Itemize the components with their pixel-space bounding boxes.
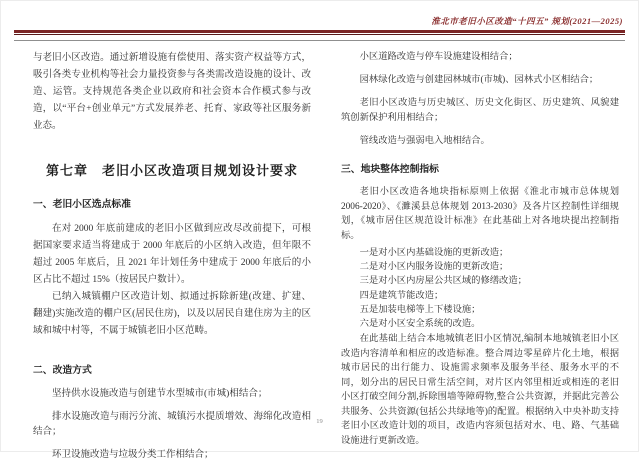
two-column-layout: [33, 50, 619, 471]
paragraph: 在对 2000 年底前建成的老旧小区做到应改尽改前提下，可根据国家要求适当将建成于 2000 年底后的小区纳入改造，但年限不超过 2005 年底后，且 2021 年计划任务中建成于 2000 年底后的小区占比不超过 15%（按居民户数计）。: [33, 224, 311, 285]
section-heading-renovation-methods: 二、改造方式: [33, 365, 92, 376]
list-item: 管线改造与强弱电入地相结合。: [359, 136, 490, 146]
paragraph: 已纳入城镇棚户区改造计划、拟通过拆除新建(改建、扩建、翻建)实施改造的棚户区(居民住房)，以及以居民自建住房为主的区域和城中村等，不属于城镇老旧小区范畴。: [33, 292, 311, 336]
list-item: 园林绿化改造与创建园林城市(市城)、园林式小区相结合；: [359, 75, 599, 85]
numbered-item: 四是建筑节能改造；: [359, 290, 444, 301]
running-header: [431, 15, 623, 27]
list-item: 排水设施改造与雨污分流、城镇污水提质增效、海绵化改造相结合；: [33, 412, 311, 437]
numbered-item: 五是加装电梯等上下楼设施；: [359, 304, 481, 315]
paragraph: 在此基础上结合本地城镇老旧小区情况,编制本地城镇老旧小区改造内容清单和相应的改造标准。整合周边零星碎片化土地，根据城市居民的出行能力、设施需求频率及服务半径、服务水平的不同，划分出的居民日常生活空间，对片区内邻里相近或相连的老旧小区打破空间分割,拆除围墙等障碍物,整合公共资源，并据此完善公共服务、公共资源(包括公共绿地等)的配置。根据纳入中央补助支持老旧小区改造计划的项目，改造内容须包括对水、电、路、气基础设施进行更新改造。: [341, 334, 619, 446]
header-rule-secondary: [14, 40, 625, 41]
section-heading-control-indicators: 三、地块整体控制指标: [341, 164, 439, 175]
running-header-title: 淮北市老旧小区改造“十四五” 规划(2021—2025): [431, 16, 623, 26]
header-rule-primary: [14, 30, 625, 34]
list-item: 坚持供水设施改造与创建节水型城市(市城)相结合；: [52, 389, 268, 399]
list-item: 老旧小区改造与历史城区、历史文化街区、历史建筑、风貌建筑创新保护利用相结合；: [341, 98, 619, 123]
chapter-heading: 第七章 老旧小区改造项目规划设计要求: [45, 163, 298, 178]
numbered-item: 一是对小区内基础设施的更新改造；: [359, 248, 509, 258]
right-column: [341, 50, 619, 471]
section-heading-selection-criteria: 一、老旧小区选点标准: [33, 199, 131, 210]
list-item: 小区道路改造与停车设施建设相结合；: [359, 52, 518, 62]
list-item: 环卫设施改造与垃圾分类工作相结合；: [52, 450, 214, 460]
numbered-item: 六是对小区安全系统的改造。: [359, 319, 481, 330]
paragraph: 老旧小区改造各地块指标原则上依据《淮北市城市总体规划 2006-2020》、《濉溪县总体规划 2013-2030》及各片区控制性详细规划，《城市居住区规范设计标准》在此基础上对各地块提出控制指标。: [341, 187, 619, 241]
left-column: [33, 50, 311, 471]
continuation-paragraph: 与老旧小区改造。通过新增设施有偿使用、落实资产权益等方式，吸引各类专业机构等社会力量投资参与各类需改造设施的设计、改造、运管。支持规范各类企业以政府和社会资本合作模式参与改造，以“平台+创业单元”方式发展养老、托育、家政等社区服务新业态。: [33, 53, 311, 131]
numbered-item: 三是对小区内房屋公共区域的修缮改造；: [359, 276, 527, 287]
page-number: 19: [316, 418, 323, 425]
numbered-item: 二是对小区内服务设施的更新改造；: [359, 262, 509, 273]
